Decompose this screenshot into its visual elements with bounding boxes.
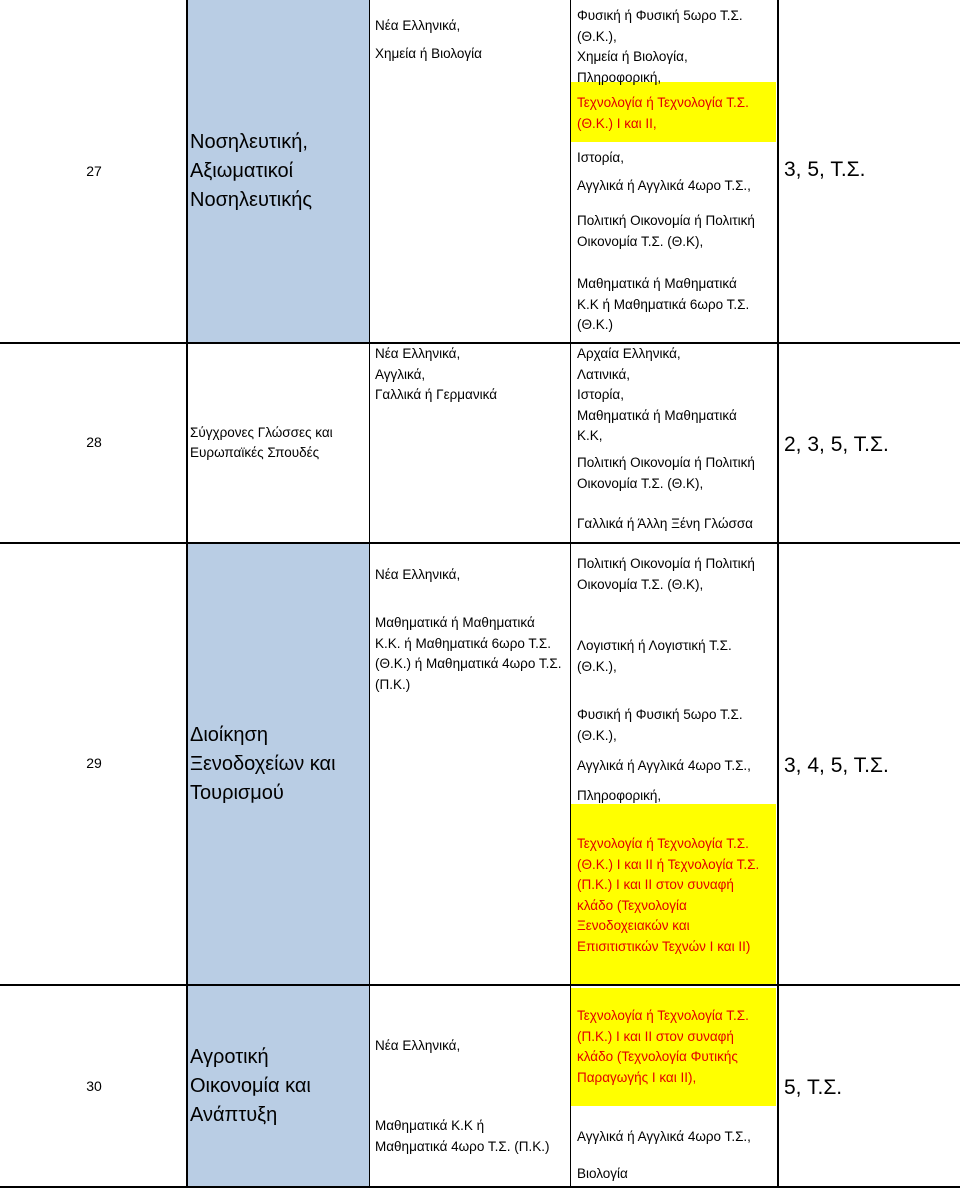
row-number: 29	[86, 755, 102, 771]
elective-technology: Τεχνολογία ή Τεχνολογία Τ.Σ. (Θ.Κ.) Ι και ΙΙ ή Τεχνολογία Τ.Σ. (Π.Κ.) Ι και ΙΙ στον συναφή κλάδο (Τεχνολογία Ξενοδοχειακών και Επισιτιστικών Τεχνών Ι και ΙΙ)	[577, 836, 760, 954]
elective-physics: Φυσική ή Φυσική 5ωρο Τ.Σ. (Θ.Κ.),	[577, 707, 743, 743]
col-border-dept-left	[186, 0, 188, 1188]
elective-biology: Βιολογία	[577, 1166, 628, 1181]
row-number: 28	[86, 434, 102, 450]
elective-economics: Πολιτική Οικονομία ή Πολιτική Οικονομία Τ.Σ. (Θ.Κ),	[577, 455, 755, 491]
core-subjects: Νέα Ελληνικά,	[375, 567, 461, 582]
scientific-fields: 3, 5, Τ.Σ.	[784, 158, 866, 181]
department-name: Σύγχρονες Γλώσσες και Ευρωπαϊκές Σπουδές	[190, 425, 333, 460]
row-border-28-29	[0, 542, 960, 544]
department-name: Διοίκηση Ξενοδοχείων και Τουρισμού	[190, 724, 336, 804]
elective-subjects: Φυσική ή Φυσική 5ωρο Τ.Σ. (Θ.Κ.), Χημεία ή Βιολογία, Πληροφορική,	[577, 8, 743, 85]
row-number: 30	[86, 1078, 102, 1094]
elective-english: Αγγλικά ή Αγγλικά 4ωρο Τ.Σ.,	[577, 1129, 751, 1144]
core-maths: Μαθηματικά Κ.Κ ή Μαθηματικά 4ωρο Τ.Σ. (Π.Κ.)	[375, 1118, 550, 1154]
department-name: Αγροτική Οικονομία και Ανάπτυξη	[190, 1046, 311, 1126]
elective-technology: Τεχνολογία ή Τεχνολογία Τ.Σ. (Π.Κ.) Ι και ΙΙ στον συναφή κλάδο (Τεχνολογία Φυτικής Παραγωγής Ι και ΙΙ),	[577, 1008, 749, 1085]
scientific-fields: 5, Τ.Σ.	[784, 1076, 843, 1099]
elective-english: Αγγλικά ή Αγγλικά 4ωρο Τ.Σ.,	[577, 758, 751, 773]
row-border-bottom	[0, 1186, 960, 1188]
core-subjects: Νέα Ελληνικά,	[375, 1038, 461, 1053]
core-subjects: Νέα Ελληνικά, Χημεία ή Βιολογία	[375, 18, 482, 61]
core-maths: Μαθηματικά ή Μαθηματικά Κ.Κ. ή Μαθηματικά 6ωρο Τ.Σ. (Θ.Κ.) ή Μαθηματικά 4ωρο Τ.Σ. (Π.Κ.)	[375, 615, 562, 692]
row-border-29-30	[0, 984, 960, 986]
col-border-electives-right	[777, 0, 779, 1188]
elective-economics: Πολιτική Οικονομία ή Πολιτική Οικονομία Τ.Σ. (Θ.Κ),	[577, 556, 755, 592]
elective-maths: Μαθηματικά ή Μαθηματικά Κ.Κ ή Μαθηματικά 6ωρο Τ.Σ. (Θ.Κ.)	[577, 276, 750, 332]
elective-language: Γαλλικά ή Άλλη Ξένη Γλώσσα	[577, 516, 753, 531]
scientific-fields: 3, 4, 5, Τ.Σ.	[784, 754, 889, 777]
core-subjects: Νέα Ελληνικά, Αγγλικά, Γαλλικά ή Γερμανικά	[375, 346, 497, 402]
elective-technology: Τεχνολογία ή Τεχνολογία Τ.Σ. (Θ.Κ.) Ι και ΙΙ,	[577, 95, 749, 131]
department-name: Νοσηλευτική, Αξιωματικοί Νοσηλευτικής	[190, 131, 312, 211]
elective-accounting: Λογιστική ή Λογιστική Τ.Σ. (Θ.Κ.),	[577, 638, 732, 674]
col-border-dept-right	[369, 0, 370, 1188]
elective-subjects: Αρχαία Ελληνικά, Λατινικά, Ιστορία, Μαθηματικά ή Μαθηματικά Κ.Κ,	[577, 346, 737, 443]
elective-subjects-more: Ιστορία, Αγγλικά ή Αγγλικά 4ωρο Τ.Σ.,	[577, 150, 751, 193]
scientific-fields: 2, 3, 5, Τ.Σ.	[784, 433, 889, 456]
elective-informatics: Πληροφορική,	[577, 788, 662, 803]
elective-economics: Πολιτική Οικονομία ή Πολιτική Οικονομία Τ.Σ. (Θ.Κ),	[577, 213, 755, 249]
row-number: 27	[86, 163, 102, 179]
